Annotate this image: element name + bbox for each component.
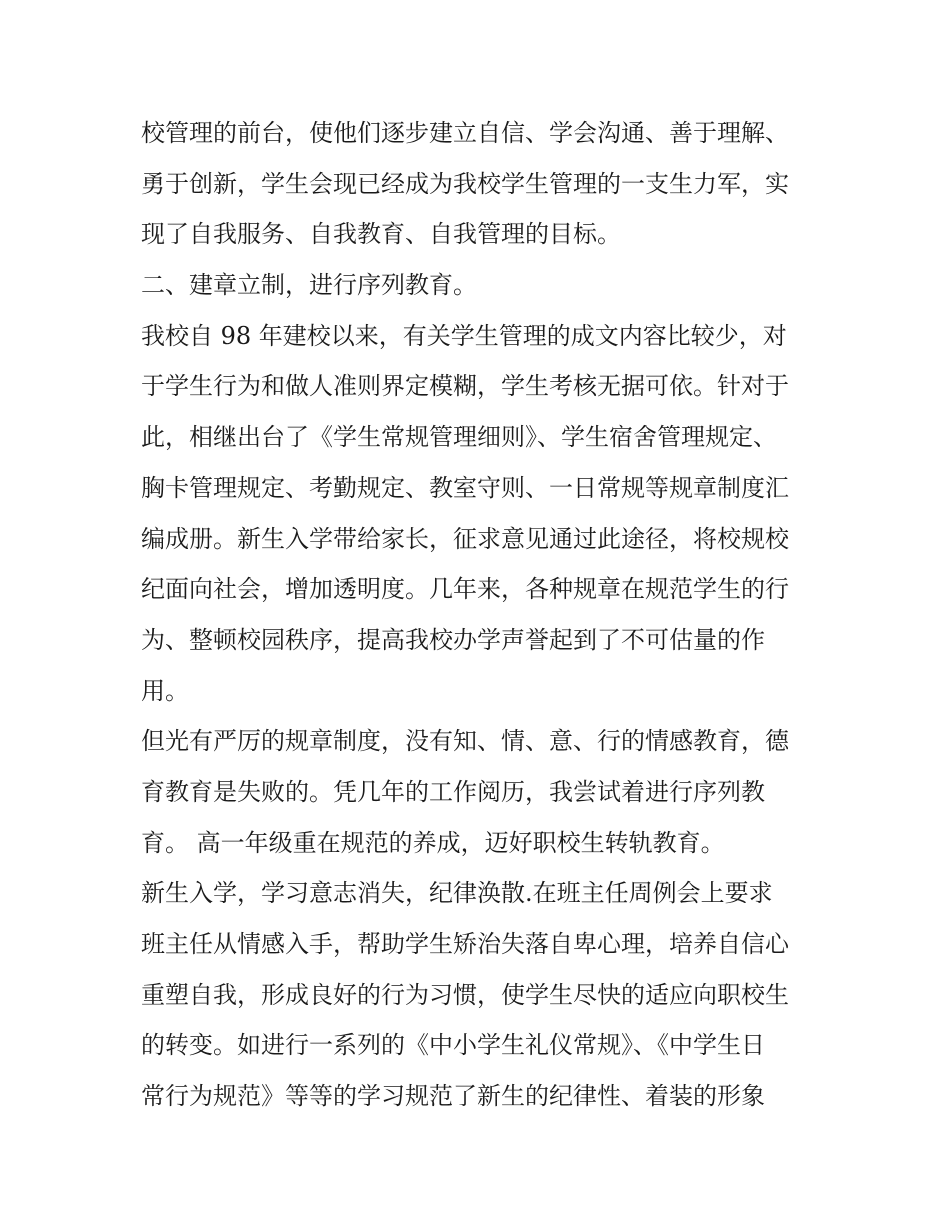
text-line: 的转变。如进行一系列的《中小学生礼仪常规》、《中学生日	[141, 1031, 765, 1060]
text-line: 为、整顿校园秩序，提高我校办学声誉起到了不可估量的作	[141, 625, 765, 654]
text-line: 育教育是失败的。凭几年的工作阅历，我尝试着进行序列教	[141, 777, 765, 806]
text-line: 育。 高一年级重在规范的养成，迈好职校生转轨教育。	[141, 828, 725, 857]
text-line: 纪面向社会，增加透明度。几年来，各种规章在规范学生的行	[141, 575, 789, 604]
text-line: 此，相继出台了《学生常规管理细则》、学生宿舍管理规定、	[141, 423, 777, 452]
text-line: 用。	[141, 676, 189, 705]
text-line: 常行为规范》等等的学习规范了新生的纪律性、着装的形象	[141, 1082, 765, 1111]
section-heading: 二、建章立制，进行序列教育。	[141, 271, 477, 300]
text-line: 但光有严厉的规章制度，没有知、情、意、行的情感教育，德	[141, 727, 789, 756]
text-line: 校管理的前台，使他们逐步建立自信、学会沟通、善于理解、	[141, 119, 789, 147]
text-line: 勇于创新，学生会现已经成为我校学生管理的一支生力军，实	[141, 169, 789, 198]
text-line: 编成册。新生入学带给家长，征求意见通过此途径，将校规校	[141, 524, 789, 553]
text-line: 班主任从情感入手，帮助学生矫治失落自卑心理，培养自信心	[141, 930, 789, 958]
text-line: 现了自我服务、自我教育、自我管理的目标。	[141, 220, 621, 249]
text-line: 我校自 98 年建校以来，有关学生管理的成文内容比较少，对	[141, 321, 787, 350]
body-text	[141, 108, 821, 1122]
text-line: 新生入学，学习意志消失，纪律涣散.在班主任周例会上要求	[141, 879, 773, 908]
text-line: 重塑自我，形成良好的行为习惯，使学生尽快的适应向职校生	[141, 980, 789, 1009]
text-line: 胸卡管理规定、考勤规定、教室守则、一日常规等规章制度汇	[141, 473, 789, 502]
text-line: 于学生行为和做人准则界定模糊，学生考核无据可依。针对于	[141, 372, 789, 401]
